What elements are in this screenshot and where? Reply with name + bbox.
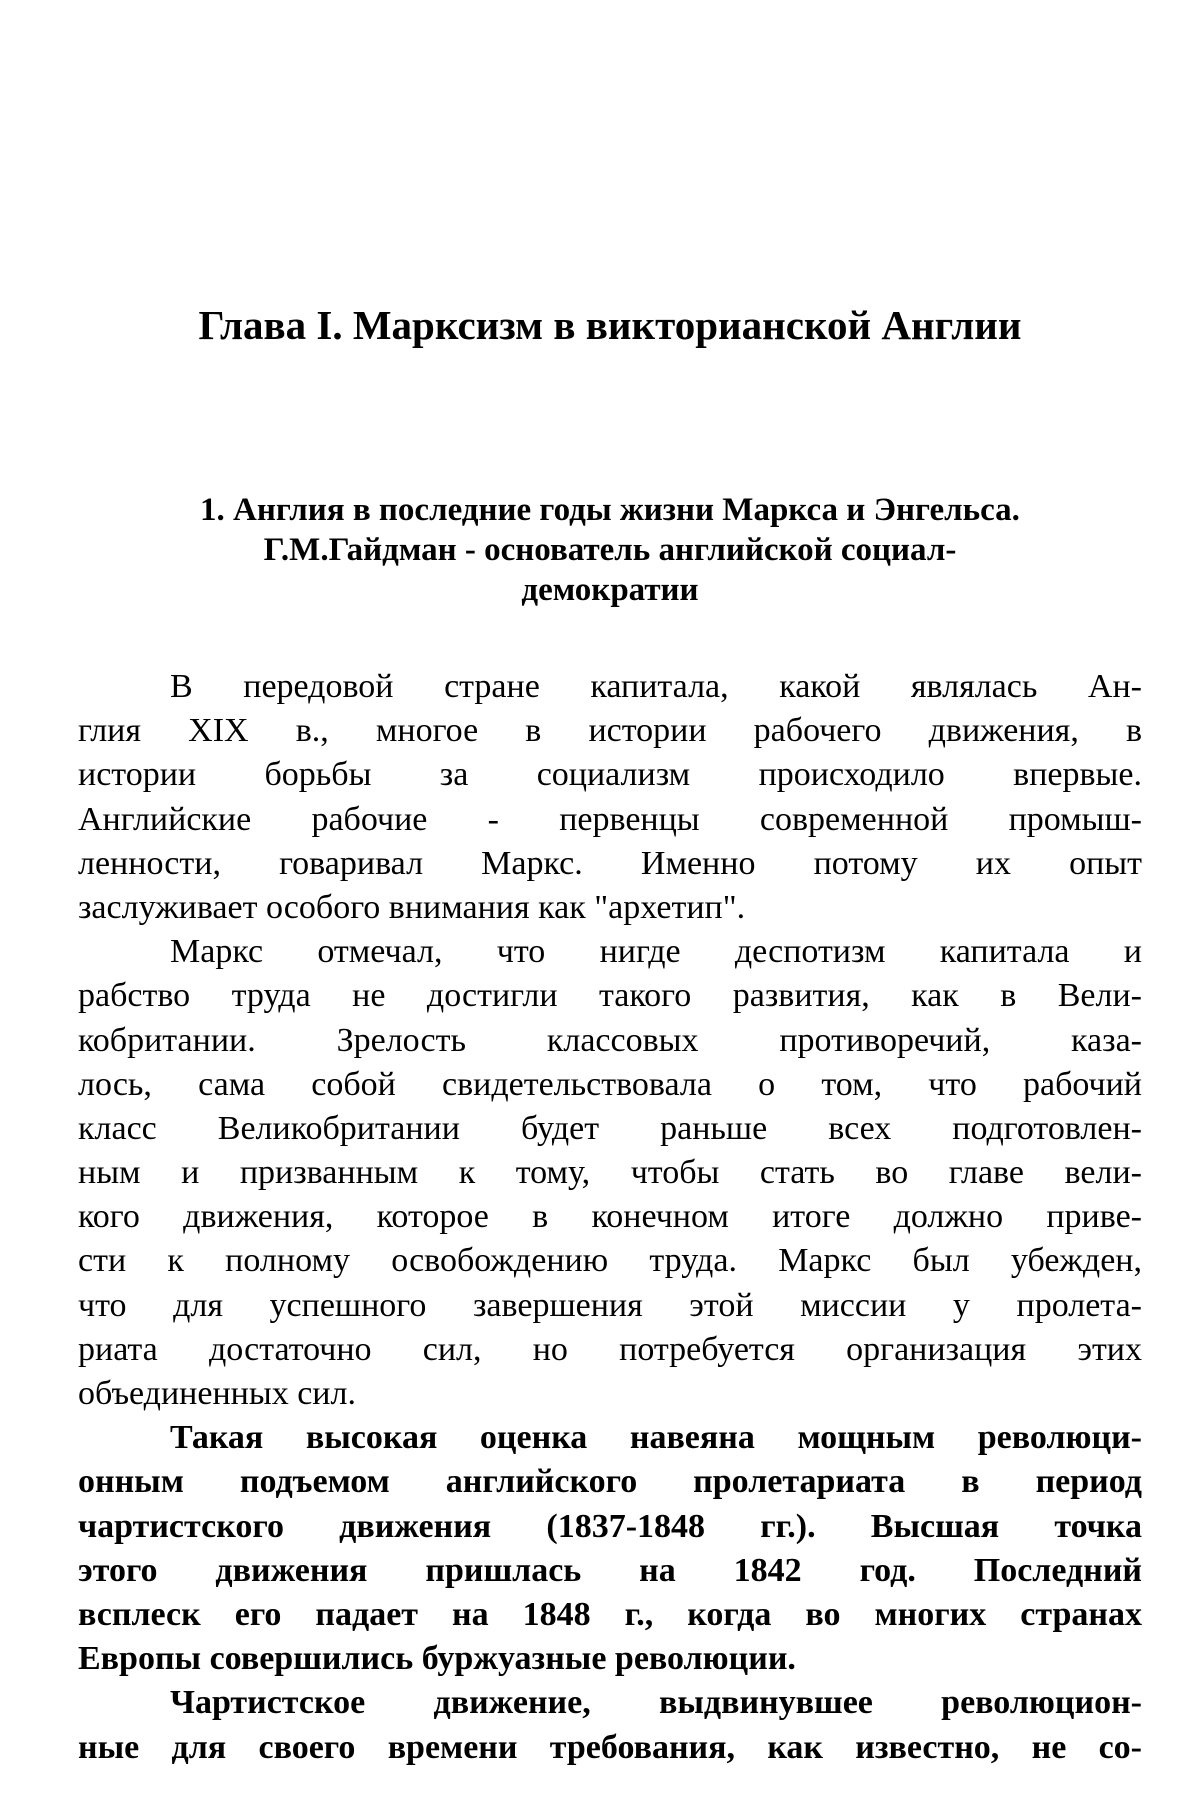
text-line: Маркс отмечал, что нигде деспотизм капитала и — [170, 933, 1142, 971]
section-heading — [78, 490, 1142, 610]
text-line: объединенных сил. — [78, 1375, 356, 1412]
text-line: В передовой стране капитала, какой являлась Ан- — [170, 668, 1142, 705]
paragraph-4 — [78, 1681, 1142, 1769]
section-heading-line: Г.М.Гайдман - основатель английской социал- — [263, 532, 957, 568]
text-line: что для успешного завершения этой миссии у пролета- — [78, 1286, 1142, 1324]
text-line: Чартистское движение, выдвинувшее революцион- — [170, 1684, 1142, 1722]
text-line: риата достаточно сил, но потребуется организация этих — [78, 1330, 1142, 1368]
text-line: глия XIX в., многое в истории рабочего движения, в — [78, 712, 1142, 750]
text-line: Английские рабочие - первенцы современной промыш- — [78, 800, 1142, 838]
text-line: класс Великобритании будет раньше всех подготовлен- — [78, 1109, 1142, 1147]
chapter-title: Глава I. Марксизм в викторианской Англии — [198, 302, 1022, 348]
paragraph-1 — [78, 665, 1142, 930]
text-line: лось, сама собой свидетельствовала о том, что рабочий — [78, 1065, 1142, 1103]
text-line: Европы совершились буржуазные революции. — [78, 1640, 796, 1678]
text-line: ные для своего времени требования, как известно, не со- — [78, 1728, 1142, 1766]
text-line: чартистского движения (1837-1848 гг.). Высшая точка — [78, 1507, 1142, 1545]
text-line: всплеск его падает на 1848 г., когда во многих странах — [78, 1595, 1142, 1633]
book-page — [78, 0, 1142, 1816]
text-line: кобритании. Зрелость классовых противоречий, каза- — [78, 1021, 1142, 1059]
section-heading-line: демократии — [521, 572, 699, 608]
section-heading-line: 1. Англия в последние годы жизни Маркса и Энгельса. — [200, 492, 1020, 528]
body-text — [78, 665, 1142, 1770]
paragraph-2 — [78, 930, 1142, 1416]
text-line: ленности, говаривал Маркс. Именно потому их опыт — [78, 844, 1142, 882]
text-line: заслуживает особого внимания как "архетип". — [78, 888, 746, 926]
text-line: кого движения, которое в конечном итоге должно приве- — [78, 1198, 1142, 1236]
text-line: этого движения пришлась на 1842 год. Последний — [78, 1551, 1142, 1589]
text-line: ным и призванным к тому, чтобы стать во главе вели- — [78, 1154, 1142, 1192]
text-line: рабство труда не достигли такого развития, как в Вели- — [78, 977, 1142, 1015]
paragraph-3 — [78, 1416, 1142, 1681]
text-line: Такая высокая оценка навеяна мощным революци- — [170, 1419, 1142, 1457]
text-line: онным подъемом английского пролетариата в период — [78, 1463, 1142, 1501]
text-line: истории борьбы за социализм происходило впервые. — [78, 756, 1142, 794]
text-line: сти к полному освобождению труда. Маркс был убежден, — [78, 1242, 1142, 1280]
